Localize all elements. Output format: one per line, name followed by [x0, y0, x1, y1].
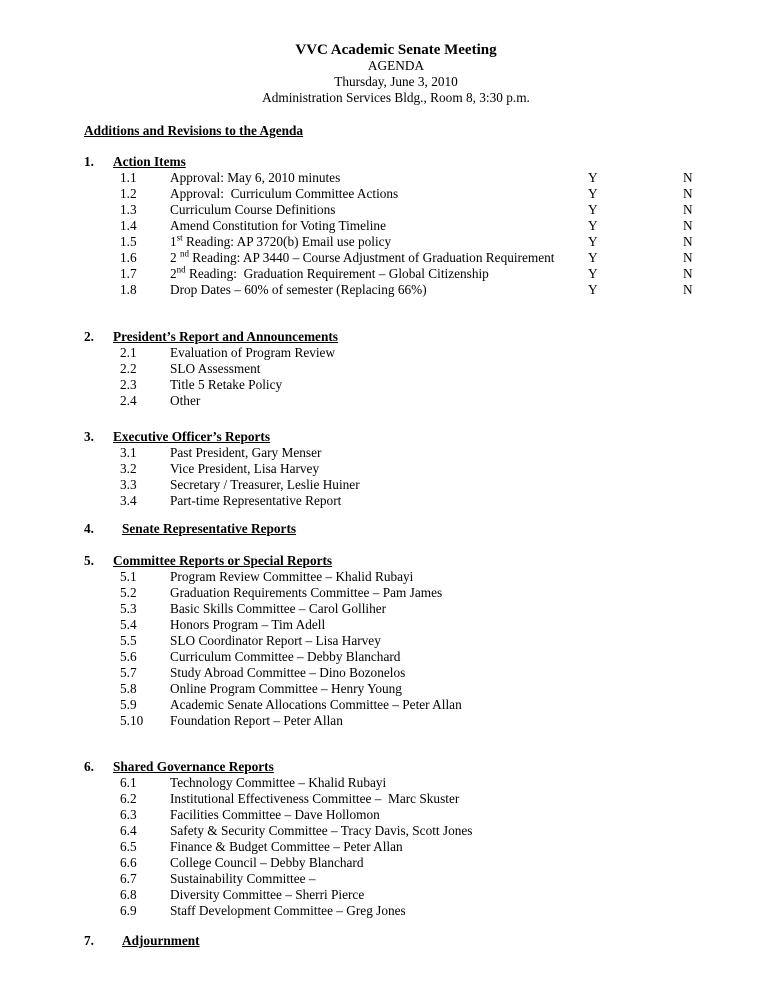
vote-yes-label: Y [588, 234, 598, 249]
item-number: 1.4 [120, 218, 137, 233]
item-number: 6.7 [120, 871, 137, 886]
agenda-item [84, 839, 708, 855]
item-text: SLO Assessment [170, 361, 261, 376]
vote-yes-label: Y [588, 170, 598, 185]
item-number: 5.10 [120, 713, 144, 728]
agenda-item [84, 202, 708, 218]
agenda-item [84, 493, 708, 509]
section-heading: Shared Governance Reports [113, 759, 274, 774]
section-number: 5. [84, 553, 94, 568]
item-text: Foundation Report – Peter Allan [170, 713, 343, 728]
item-text: Academic Senate Allocations Committee – Peter Allan [170, 697, 462, 712]
item-number: 2.3 [120, 377, 137, 392]
vote-no-label: N [683, 266, 693, 281]
section-number: 3. [84, 429, 94, 444]
section-head [84, 154, 708, 170]
item-number: 2.1 [120, 345, 137, 360]
agenda-item [84, 234, 708, 250]
item-number: 5.5 [120, 633, 137, 648]
item-number: 3.1 [120, 445, 137, 460]
agenda-item [84, 617, 708, 633]
item-text: Institutional Effectiveness Committee – Marc Skuster [170, 791, 460, 806]
vote-no-label: N [683, 250, 693, 265]
agenda-item [84, 377, 708, 393]
section-heading: Adjournment [122, 933, 200, 948]
section-items [84, 345, 708, 409]
agenda-item [84, 697, 708, 713]
section-heading: Executive Officer’s Reports [113, 429, 271, 444]
item-number: 5.9 [120, 697, 137, 712]
item-text: Basic Skills Committee – Carol Golliher [170, 601, 387, 616]
vote-no-label: N [683, 234, 693, 249]
item-number: 6.1 [120, 775, 137, 790]
item-number: 5.2 [120, 585, 137, 600]
item-number: 6.6 [120, 855, 137, 870]
item-number: 5.8 [120, 681, 137, 696]
agenda-section [84, 759, 708, 919]
agenda-item [84, 807, 708, 823]
agenda-item [84, 713, 708, 729]
item-text: Evaluation of Program Review [170, 345, 336, 360]
agenda-section [84, 521, 708, 537]
item-text: 2 $^{nd}$ Reading: AP 3440 – Course Adjustment of Graduation Requirement [170, 248, 555, 265]
item-text: Past President, Gary Menser [170, 445, 322, 460]
agenda-item [84, 665, 708, 681]
item-text: Part-time Representative Report [170, 493, 342, 508]
item-number: 5.4 [120, 617, 137, 632]
item-text: Other [170, 393, 201, 408]
item-text: Secretary / Treasurer, Leslie Huiner [170, 477, 360, 492]
agenda-item [84, 461, 708, 477]
item-text: Technology Committee – Khalid Rubayi [170, 775, 387, 790]
agenda-item [84, 791, 708, 807]
section-heading: President’s Report and Announcements [113, 329, 338, 344]
item-text: Safety & Security Committee – Tracy Davis, Scott Jones [170, 823, 473, 838]
agenda-section [84, 429, 708, 509]
section-items [84, 445, 708, 509]
item-text: Facilities Committee – Dave Hollomon [170, 807, 380, 822]
agenda-item [84, 282, 708, 298]
item-text: 2nd Reading: Graduation Requirement – Global Citizenship [170, 264, 489, 281]
vote-no-label: N [683, 170, 693, 185]
item-text: Study Abroad Committee – Dino Bozonelos [170, 665, 406, 680]
intro-heading: Additions and Revisions to the Agenda [84, 123, 304, 138]
vote-yes-label: Y [588, 266, 598, 281]
item-number: 3.2 [120, 461, 137, 476]
agenda-item [84, 681, 708, 697]
item-number: 6.8 [120, 887, 137, 902]
section-number: 2. [84, 329, 94, 344]
agenda-item [84, 393, 708, 409]
vote-yes-label: Y [588, 250, 598, 265]
section-heading: Committee Reports or Special Reports [113, 553, 333, 568]
document-header [84, 42, 708, 106]
section-head [84, 521, 708, 537]
agenda-item [84, 585, 708, 601]
document-location: Administration Services Bldg., Room 8, 3:30 p.m. [262, 90, 530, 105]
agenda-item [84, 186, 708, 202]
section-items [84, 775, 708, 919]
agenda-item [84, 649, 708, 665]
section-heading: Senate Representative Reports [122, 521, 297, 536]
document-subtitle: AGENDA [367, 58, 425, 73]
item-number: 6.9 [120, 903, 137, 918]
section-heading: Action Items [113, 154, 186, 169]
item-number: 5.3 [120, 601, 137, 616]
agenda-section [84, 154, 708, 298]
item-text: Title 5 Retake Policy [170, 377, 283, 392]
item-number: 5.7 [120, 665, 137, 680]
item-number: 1.1 [120, 170, 137, 185]
item-text: 1st Reading: AP 3720(b) Email use policy [170, 232, 392, 249]
item-text: Sustainability Committee – [170, 871, 316, 886]
agenda-body [84, 154, 708, 949]
section-number: 4. [84, 521, 94, 536]
item-number: 1.8 [120, 282, 137, 297]
agenda-item [84, 569, 708, 585]
section-head [84, 553, 708, 569]
vote-yes-label: Y [588, 282, 598, 297]
item-number: 1.2 [120, 186, 137, 201]
agenda-item [84, 887, 708, 903]
agenda-item [84, 170, 708, 186]
item-text: Approval: May 6, 2010 minutes [170, 170, 341, 185]
item-number: 6.4 [120, 823, 137, 838]
section-items [84, 170, 708, 298]
vote-no-label: N [683, 282, 693, 297]
item-text: Online Program Committee – Henry Young [170, 681, 402, 696]
item-text: Honors Program – Tim Adell [170, 617, 326, 632]
vote-yes-label: Y [588, 186, 598, 201]
item-text: Finance & Budget Committee – Peter Allan [170, 839, 403, 854]
item-number: 1.3 [120, 202, 137, 217]
item-number: 2.2 [120, 361, 137, 376]
agenda-item [84, 477, 708, 493]
item-number: 6.5 [120, 839, 137, 854]
item-number: 6.2 [120, 791, 137, 806]
item-text: SLO Coordinator Report – Lisa Harvey [170, 633, 381, 648]
item-number: 1.7 [120, 266, 137, 281]
agenda-item [84, 633, 708, 649]
item-text: Curriculum Course Definitions [170, 202, 336, 217]
vote-yes-label: Y [588, 202, 598, 217]
item-number: 5.1 [120, 569, 137, 584]
item-number: 3.3 [120, 477, 137, 492]
item-text: Drop Dates – 60% of semester (Replacing 66%) [170, 282, 427, 297]
item-text: Program Review Committee – Khalid Rubayi [170, 569, 414, 584]
agenda-item [84, 361, 708, 377]
agenda-item [84, 601, 708, 617]
agenda-section [84, 933, 708, 949]
item-number: 1.6 [120, 250, 137, 265]
item-text: College Council – Debby Blanchard [170, 855, 364, 870]
agenda-item [84, 775, 708, 791]
section-items [84, 569, 708, 729]
agenda-item [84, 266, 708, 282]
vote-yes-label: Y [588, 218, 598, 233]
vote-no-label: N [683, 218, 693, 233]
section-number: 1. [84, 154, 94, 169]
item-number: 1.5 [120, 234, 137, 249]
item-text: Amend Constitution for Voting Timeline [170, 218, 386, 233]
agenda-item [84, 823, 708, 839]
agenda-section [84, 329, 708, 409]
agenda-item [84, 871, 708, 887]
agenda-item [84, 345, 708, 361]
vote-no-label: N [683, 186, 693, 201]
item-number: 2.4 [120, 393, 137, 408]
section-head [84, 759, 708, 775]
agenda-section [84, 553, 708, 729]
agenda-item [84, 903, 708, 919]
document-date: Thursday, June 3, 2010 [334, 74, 458, 89]
item-text: Diversity Committee – Sherri Pierce [170, 887, 365, 902]
item-text: Staff Development Committee – Greg Jones [170, 903, 406, 918]
item-number: 6.3 [120, 807, 137, 822]
section-number: 6. [84, 759, 94, 774]
item-text: Graduation Requirements Committee – Pam James [170, 585, 443, 600]
section-head [84, 429, 708, 445]
item-number: 5.6 [120, 649, 137, 664]
agenda-item [84, 445, 708, 461]
agenda-item [84, 855, 708, 871]
section-head [84, 933, 708, 949]
section-number: 7. [84, 933, 94, 948]
item-number: 3.4 [120, 493, 137, 508]
vote-no-label: N [683, 202, 693, 217]
document-title: VVC Academic Senate Meeting [295, 42, 497, 58]
section-head [84, 329, 708, 345]
item-text: Curriculum Committee – Debby Blanchard [170, 649, 401, 664]
item-text: Vice President, Lisa Harvey [170, 461, 320, 476]
item-text: Approval: Curriculum Committee Actions [170, 186, 399, 201]
